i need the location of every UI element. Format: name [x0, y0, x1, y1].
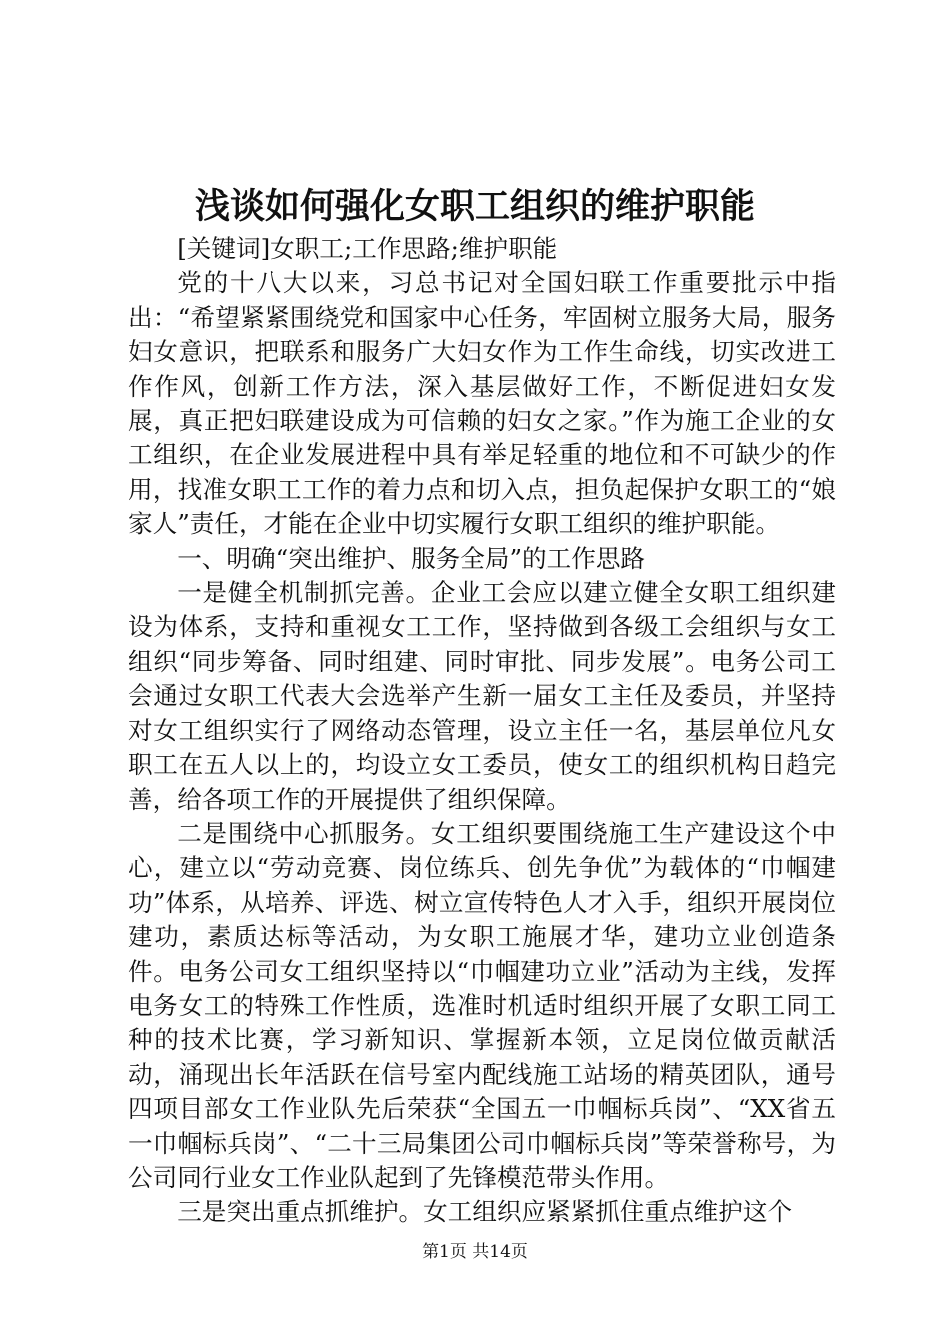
- body-paragraph: 二是围绕中心抓服务。女工组织要围绕施工生产建设这个中心，建立以“劳动竞赛、岗位练兵、创先争优”为载体的“巾帼建功”体系，从培养、评选、树立宣传特色人才入手，组织开展岗位建功，素质达标等活动，为女职工施展才华，建功立业创造条件。电务公司女工组织坚持以“巾帼建功立业”活动为主线，发挥电务女工的特殊工作性质，选准时机适时组织开展了女职工同工种的技术比赛，学习新知识、掌握新本领，立足岗位做贡献活动，涌现出长年活跃在信号室内配线施工站场的精英团队，通号四项目部女工作业队先后荣获“全国五一巾帼标兵岗”、“XX省五一巾帼标兵岗”、“二十三局集团公司巾帼标兵岗”等荣誉称号，为公司同行业女工作业队起到了先锋模范带头作用。: [128, 818, 836, 1192]
- document-body: [128, 232, 836, 1230]
- section-heading: 一、明确“突出维护、服务全局”的工作思路: [177, 543, 646, 573]
- body-paragraph: 党的十八大以来，习总书记对全国妇联工作重要批示中指出：“希望紧紧围绕党和国家中心任务，牢固树立服务大局，服务妇女意识，把联系和服务广大妇女作为工作生命线，切实改进工作作风，创新工作方法，深入基层做好工作，不断促进妇女发展，真正把妇联建设成为可信赖的妇女之家。”作为施工企业的女工组织，在企业发展进程中具有举足轻重的地位和不可缺少的作用，找准女职工工作的着力点和切入点，担负起保护女职工的“娘家人”责任，才能在企业中切实履行女职工组织的维护职能。: [128, 268, 836, 539]
- body-paragraph: 一是健全机制抓完善。企业工会应以建立健全女职工组织建设为体系，支持和重视女工工作，坚持做到各级工会组织与女工组织“同步筹备、同时组建、同时审批、同步发展”。电务公司工会通过女职工代表大会选举产生新一届女工主任及委员，并坚持对女工组织实行了网络动态管理，设立主任一名，基层单位凡女职工在五人以上的，均设立女工委员，使女工的组织机构日趋完善，给各项工作的开展提供了组织保障。: [128, 578, 836, 814]
- document-title: 浅谈如何强化女职工组织的维护职能: [194, 186, 755, 227]
- keywords-paragraph: [关键词]女职工;工作思路;维护职能: [177, 234, 558, 263]
- page-footer: 第1页 共14页: [422, 1242, 528, 1262]
- body-paragraph: 三是突出重点抓维护。女工组织应紧紧抓住重点维护这个: [177, 1197, 793, 1227]
